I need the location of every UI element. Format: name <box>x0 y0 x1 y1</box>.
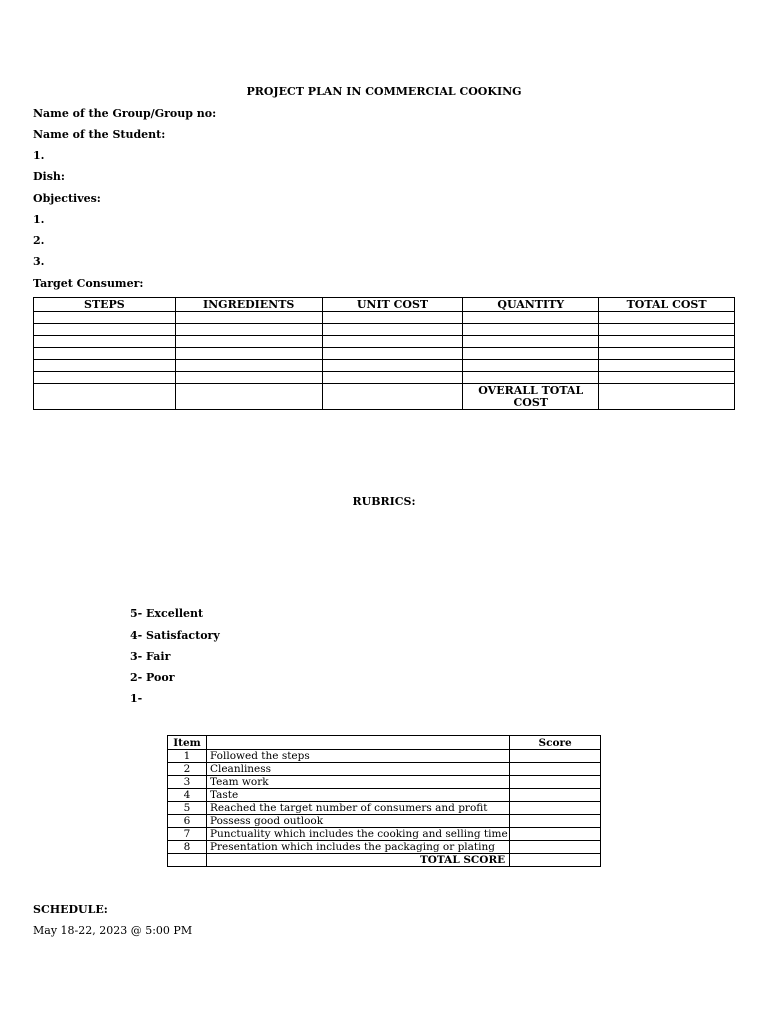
table-cell <box>322 384 463 410</box>
table-cell <box>34 348 176 360</box>
table-cell <box>463 360 599 372</box>
criteria: Taste <box>206 789 509 802</box>
table-row <box>34 348 735 360</box>
cost-table <box>33 297 735 410</box>
table-cell <box>599 372 735 384</box>
score-cell <box>510 815 601 828</box>
criteria: Cleanliness <box>206 763 509 776</box>
target-consumer-label: Target Consumer: <box>33 277 144 290</box>
total-score-row <box>168 854 601 867</box>
table-cell <box>322 372 463 384</box>
total-score-value <box>510 854 601 867</box>
table-cell <box>175 384 322 410</box>
header-total-cost: TOTAL COST <box>599 298 735 312</box>
table-cell <box>463 324 599 336</box>
table-cell <box>463 372 599 384</box>
criteria: Followed the steps <box>206 750 509 763</box>
score-cell <box>510 802 601 815</box>
table-cell <box>175 348 322 360</box>
overall-total-row <box>34 384 735 410</box>
item-number: 3 <box>168 776 207 789</box>
table-row <box>34 324 735 336</box>
table-cell <box>34 312 176 324</box>
schedule-date: May 18-22, 2023 @ 5:00 PM <box>33 924 193 937</box>
table-cell <box>322 360 463 372</box>
table-cell <box>175 324 322 336</box>
table-cell <box>599 348 735 360</box>
criteria: Team work <box>206 776 509 789</box>
table-cell <box>322 336 463 348</box>
scale-2: 2- Poor <box>130 671 175 684</box>
rubric-row <box>168 750 601 763</box>
rubric-row <box>168 789 601 802</box>
rubric-table <box>167 735 601 867</box>
rubrics-title: RUBRICS: <box>352 495 416 508</box>
table-cell <box>34 336 176 348</box>
cost-table-header <box>34 298 735 312</box>
table-row <box>34 360 735 372</box>
score-cell <box>510 776 601 789</box>
rubric-row <box>168 841 601 854</box>
table-cell <box>34 360 176 372</box>
rubric-row <box>168 776 601 789</box>
table-cell <box>322 324 463 336</box>
table-row <box>34 336 735 348</box>
table-cell <box>599 360 735 372</box>
total-score-label: TOTAL SCORE <box>206 854 509 867</box>
table-cell <box>599 324 735 336</box>
table-cell <box>599 336 735 348</box>
rubric-row <box>168 763 601 776</box>
item-number: 6 <box>168 815 207 828</box>
rubric-row <box>168 828 601 841</box>
table-cell <box>34 384 176 410</box>
objectives-label: Objectives: <box>33 192 101 205</box>
score-cell <box>510 841 601 854</box>
overall-total-value <box>599 384 735 410</box>
score-cell <box>510 789 601 802</box>
criteria: Possess good outlook <box>206 815 509 828</box>
item-number: 4 <box>168 789 207 802</box>
table-cell <box>175 312 322 324</box>
page-title: PROJECT PLAN IN COMMERCIAL COOKING <box>246 85 522 98</box>
header-steps: STEPS <box>34 298 176 312</box>
item-number: 5 <box>168 802 207 815</box>
item-number: 8 <box>168 841 207 854</box>
item-header: Item <box>168 736 207 750</box>
table-cell <box>34 324 176 336</box>
table-cell <box>34 372 176 384</box>
table-cell <box>463 312 599 324</box>
rubric-row <box>168 802 601 815</box>
score-cell <box>510 750 601 763</box>
item-number: 1 <box>168 750 207 763</box>
criteria: Punctuality which includes the cooking and selling time <box>206 828 509 841</box>
overall-total-label: OVERALL TOTAL COST <box>463 384 599 410</box>
item-number: 2 <box>168 763 207 776</box>
scale-1: 1- <box>130 692 143 705</box>
table-cell <box>322 312 463 324</box>
criteria: Presentation which includes the packaging or plating <box>206 841 509 854</box>
table-cell <box>599 312 735 324</box>
table-cell <box>463 336 599 348</box>
score-cell <box>510 763 601 776</box>
scale-3: 3- Fair <box>130 650 171 663</box>
criteria-header <box>206 736 509 750</box>
table-row <box>34 312 735 324</box>
table-row <box>34 372 735 384</box>
objective-1-label: 1. <box>33 213 45 226</box>
group-label: Name of the Group/Group no: <box>33 107 217 120</box>
scale-4: 4- Satisfactory <box>130 629 220 642</box>
dish-label: Dish: <box>33 170 65 183</box>
criteria: Reached the target number of consumers and profit <box>206 802 509 815</box>
table-cell <box>175 336 322 348</box>
header-quantity: QUANTITY <box>463 298 599 312</box>
student-label: Name of the Student: <box>33 128 166 141</box>
header-unit-cost: UNIT COST <box>322 298 463 312</box>
table-cell <box>168 854 207 867</box>
item-number: 7 <box>168 828 207 841</box>
objective-3-label: 3. <box>33 255 45 268</box>
schedule-label: SCHEDULE: <box>33 903 108 916</box>
rubric-header <box>168 736 601 750</box>
score-header: Score <box>510 736 601 750</box>
header-ingredients: INGREDIENTS <box>175 298 322 312</box>
table-cell <box>175 360 322 372</box>
table-cell <box>175 372 322 384</box>
student-1-label: 1. <box>33 149 45 162</box>
score-cell <box>510 828 601 841</box>
rubric-row <box>168 815 601 828</box>
objective-2-label: 2. <box>33 234 45 247</box>
table-cell <box>463 348 599 360</box>
scale-5: 5- Excellent <box>130 607 204 620</box>
table-cell <box>322 348 463 360</box>
